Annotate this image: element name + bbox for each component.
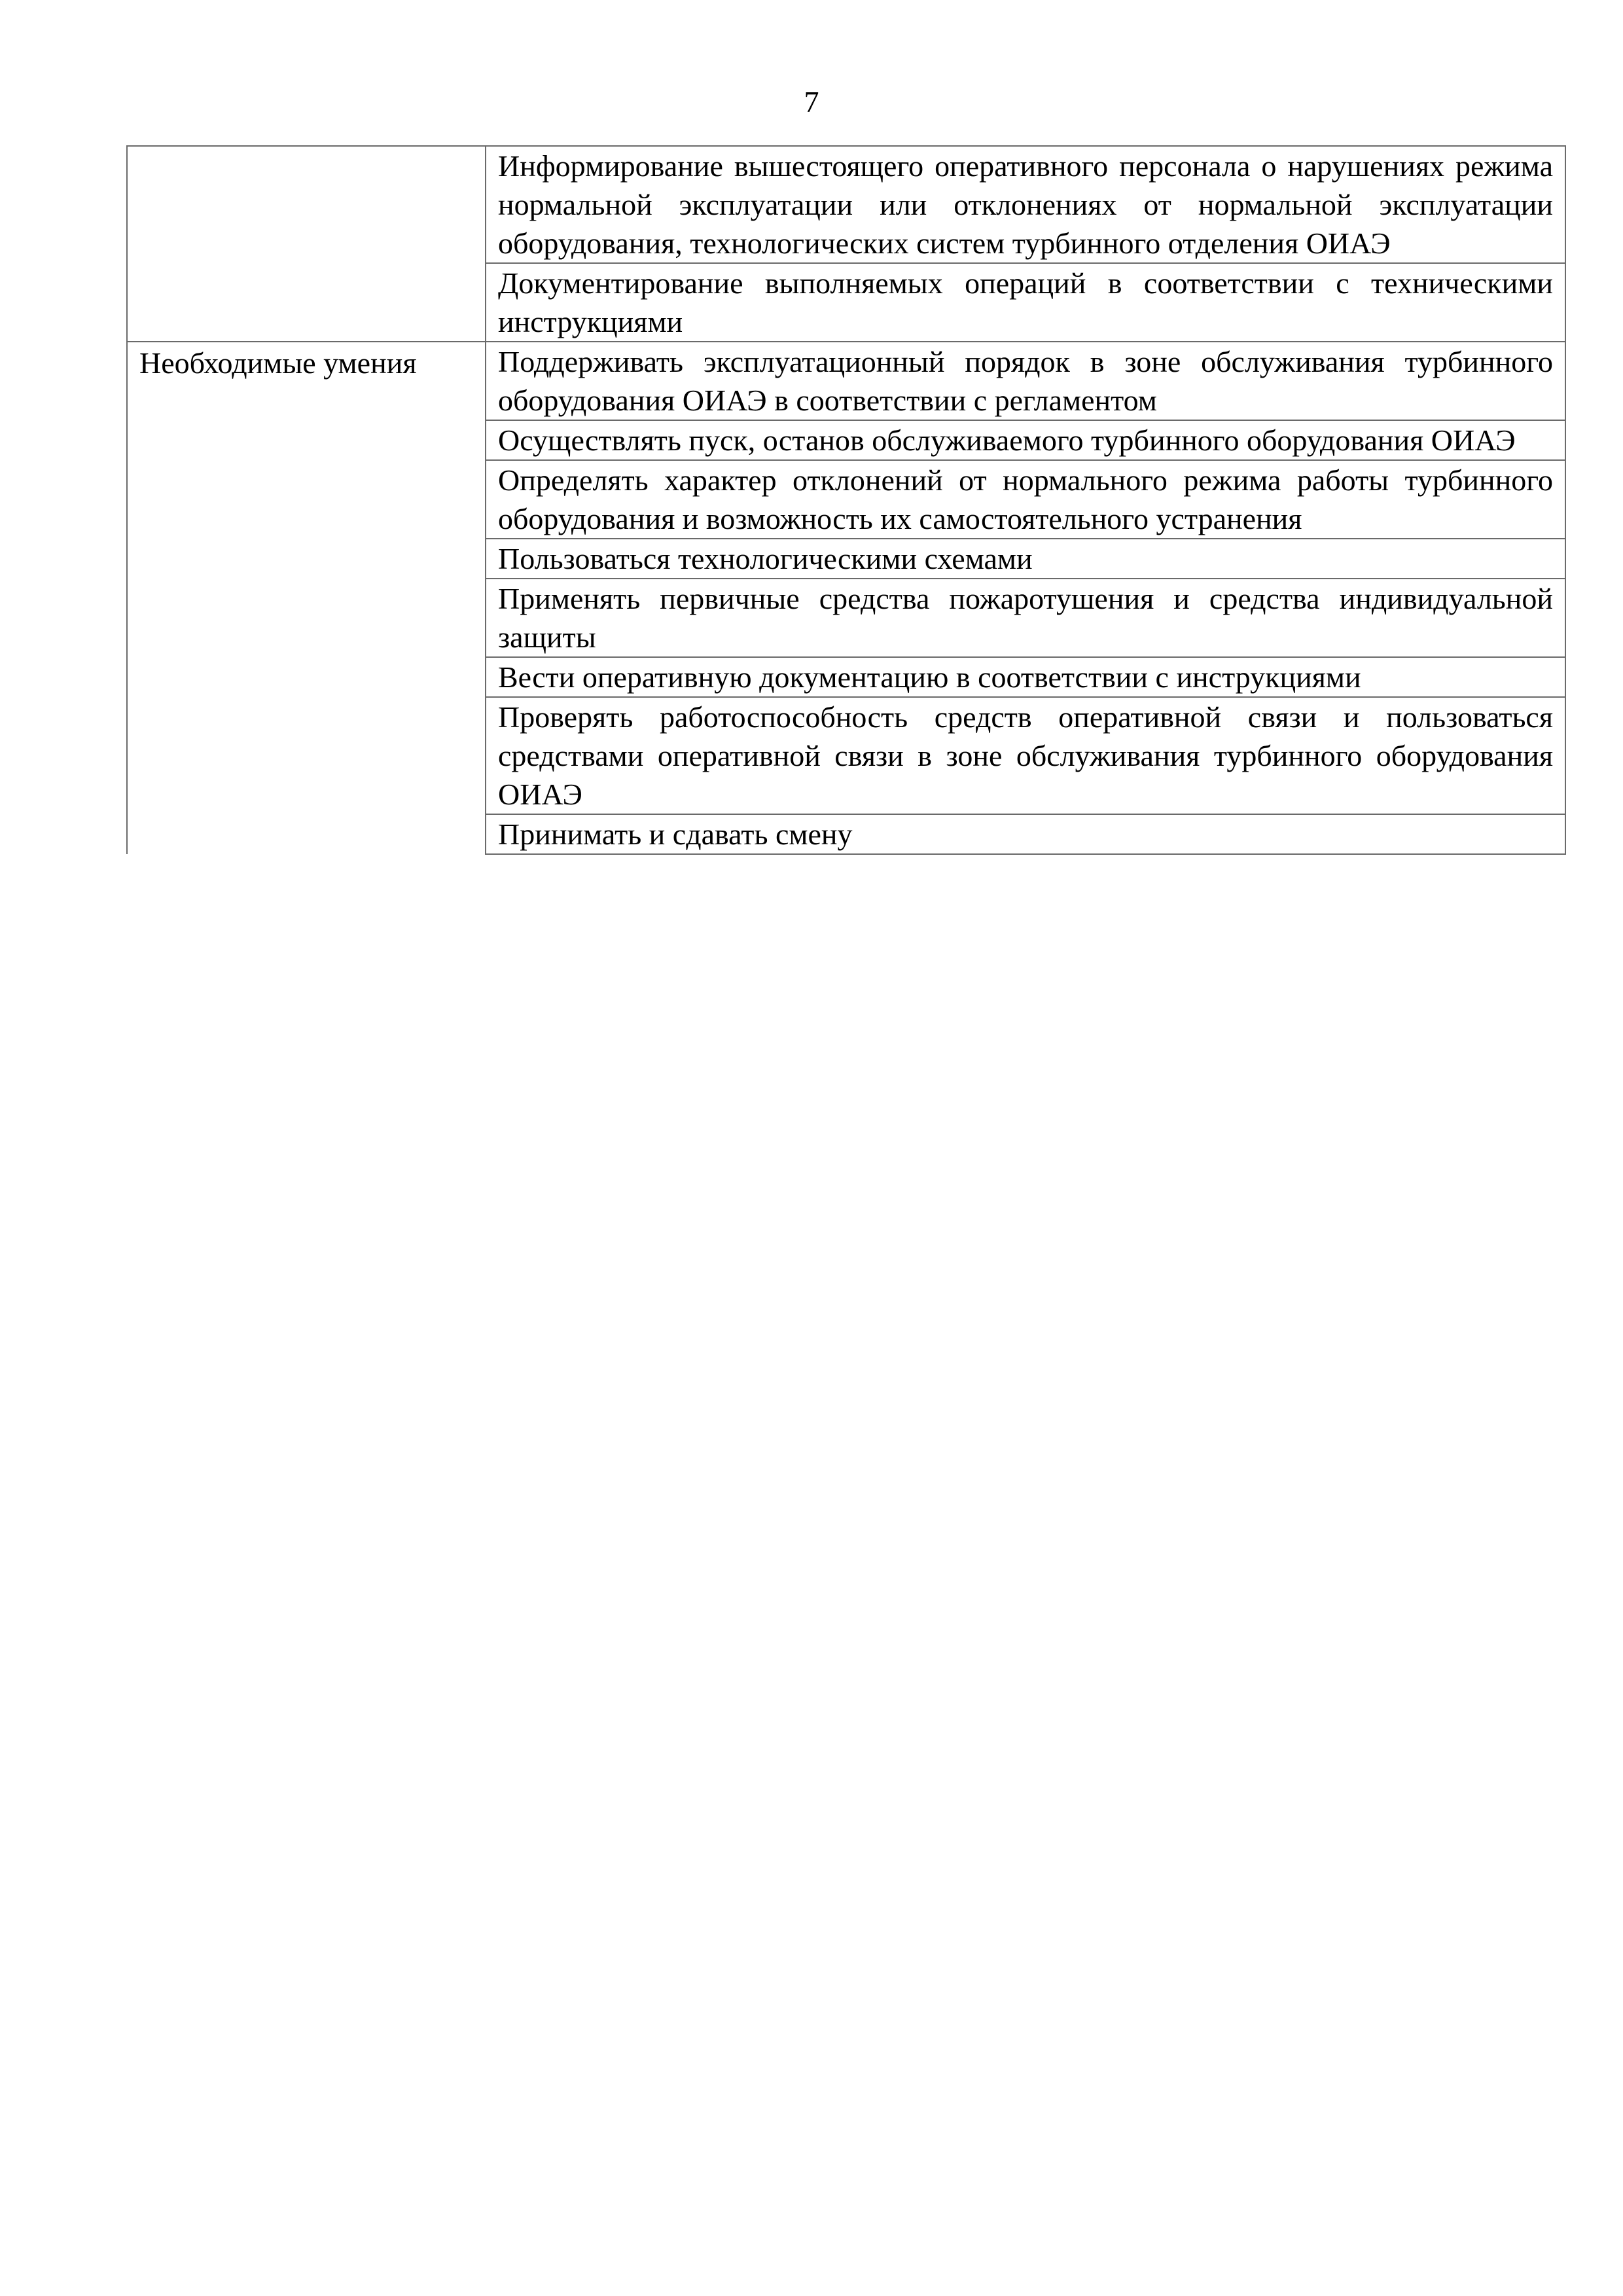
table-cell: Проверять работоспособность средств оперативной связи и пользоваться средствами оперативной связи в зоне обслуживания турбинного оборудования ОИАЭ bbox=[486, 697, 1565, 814]
table-cell: Документирование выполняемых операций в соответствии с техническими инструкциями bbox=[486, 263, 1565, 342]
requirements-table bbox=[126, 145, 1566, 855]
row-label-required-skills: Необходимые умения bbox=[127, 342, 486, 854]
table-row bbox=[127, 342, 1565, 420]
table-row bbox=[127, 146, 1565, 263]
table-cell: Применять первичные средства пожаротушения и средства индивидуальной защиты bbox=[486, 579, 1565, 657]
table-cell: Информирование вышестоящего оперативного персонала о нарушениях режима нормальной эксплуатации или отклонениях от нормальной эксплуатации оборудования, технологических систем турбинного отделения ОИАЭ bbox=[486, 146, 1565, 263]
table-cell: Вести оперативную документацию в соответствии с инструкциями bbox=[486, 657, 1565, 697]
table-cell: Поддерживать эксплуатационный порядок в зоне обслуживания турбинного оборудования ОИАЭ в соответствии с регламентом bbox=[486, 342, 1565, 420]
table-cell: Определять характер отклонений от нормального режима работы турбинного оборудования и возможность их самостоятельного устранения bbox=[486, 460, 1565, 539]
table-cell: Осуществлять пуск, останов обслуживаемого турбинного оборудования ОИАЭ bbox=[486, 420, 1565, 460]
row-label-empty bbox=[127, 146, 486, 342]
page-number: 7 bbox=[804, 85, 819, 118]
table-cell: Принимать и сдавать смену bbox=[486, 814, 1565, 854]
table-cell: Пользоваться технологическими схемами bbox=[486, 539, 1565, 579]
